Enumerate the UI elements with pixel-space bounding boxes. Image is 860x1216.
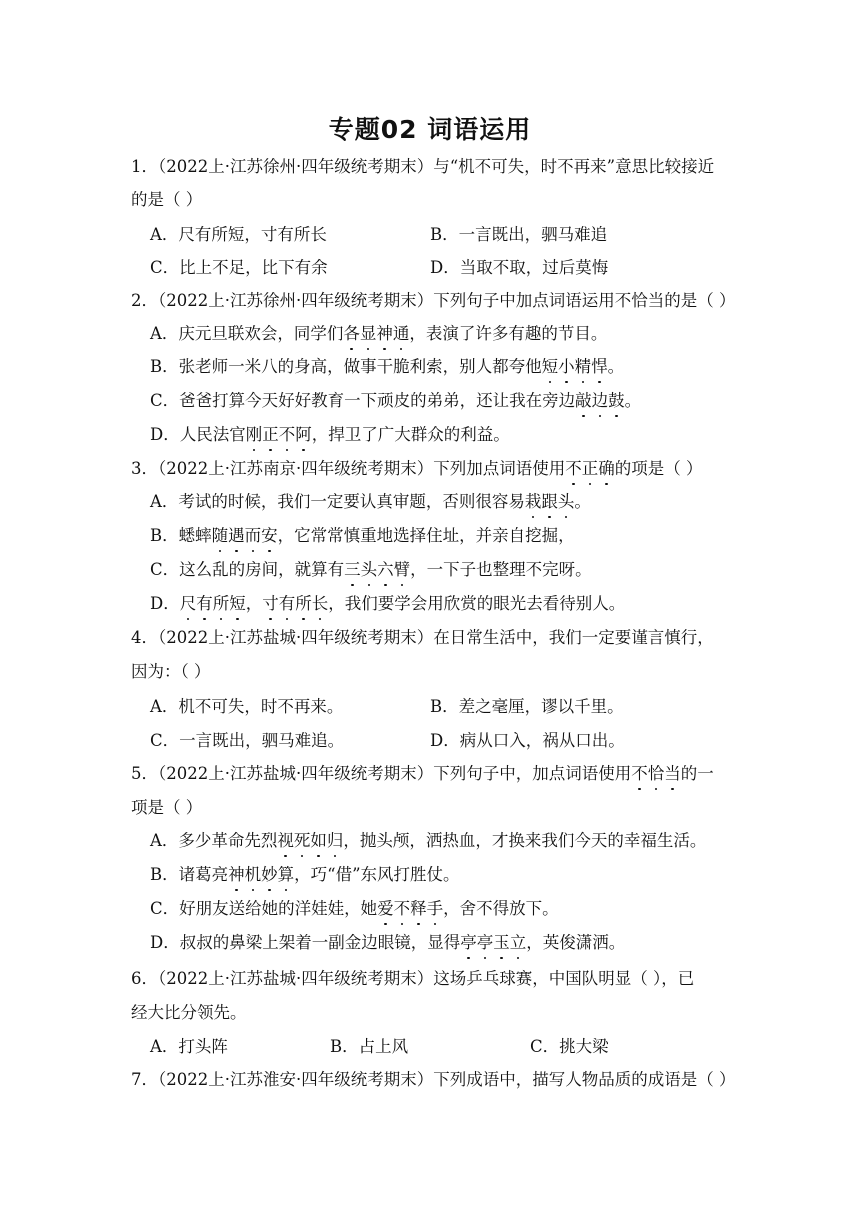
- option-text: ，我们要学会用欣赏的眼光去看待别人。: [328, 594, 626, 613]
- emphasis-char: 遇: [228, 526, 245, 545]
- option-text: D．叔叔的鼻梁上架着一副金边眼镜，显得: [150, 933, 461, 952]
- dotted-word: [525, 492, 575, 511]
- emphasis-char: 敲: [575, 391, 592, 410]
- option-text: 。: [624, 391, 642, 410]
- emphasis-char: 三: [344, 560, 361, 579]
- emphasis-char: 确: [598, 459, 615, 478]
- emphasis-char: 死: [293, 831, 311, 850]
- emphasis-char: 精: [574, 357, 592, 376]
- emphasis-char: 恰: [647, 764, 665, 783]
- emphasis-char: 而: [244, 526, 262, 545]
- option-text: ，英俊潇洒。: [526, 933, 626, 952]
- question-3-line-1: [131, 458, 702, 480]
- option-text: ，表演了许多有趣的节目。: [409, 324, 608, 343]
- question-5-line-1: [131, 763, 714, 785]
- emphasis-char: 亭: [476, 933, 494, 952]
- emphasis-char: 不: [278, 425, 296, 444]
- emphasis-char: 机: [244, 865, 262, 884]
- emphasis-char: 所: [212, 594, 230, 613]
- page-title: 专题02 词语运用: [328, 115, 532, 144]
- question-4-option-b: B．差之毫厘，谬以千里。: [430, 697, 624, 716]
- question-text: 5．（2022上·江苏盐城·四年级统考期末）下列句子中，加点词语使用: [131, 764, 632, 783]
- emphasis-char: 妙: [261, 865, 278, 884]
- question-5-option-a: [150, 830, 706, 852]
- option-text: ，一下子也整理不完呀。: [410, 560, 592, 579]
- question-3-option-c: [150, 559, 592, 581]
- question-6-option-b: B．占上风: [330, 1037, 409, 1056]
- emphasis-char: 正: [262, 425, 279, 444]
- emphasis-char: 长: [311, 594, 329, 613]
- option-text: A．多少革命先烈: [150, 831, 278, 850]
- question-6-option-a: A．打头阵: [150, 1037, 228, 1056]
- emphasis-char: 如: [310, 831, 327, 850]
- emphasis-char: 短: [541, 357, 559, 376]
- question-6-line-2: 经大比分领先。: [131, 1003, 247, 1022]
- option-text: ，捍卫了广大群众的利益。: [311, 425, 510, 444]
- emphasis-char: 六: [377, 560, 394, 579]
- emphasis-char: ，: [245, 594, 263, 613]
- emphasis-char: 神: [228, 865, 245, 884]
- emphasis-char: 神: [376, 324, 393, 343]
- dotted-word: [212, 526, 278, 545]
- emphasis-char: 不: [631, 764, 648, 783]
- question-4-option-c: C．一言既出，驷马难追。: [150, 731, 345, 750]
- emphasis-char: 短: [229, 594, 246, 613]
- emphasis-char: 臂: [393, 560, 411, 579]
- option-text: ，抛头颅，洒热血，才换来我们今天的幸福生活。: [343, 831, 707, 850]
- emphasis-char: 栽: [524, 492, 542, 511]
- question-text: 的项是（ ）: [614, 459, 703, 478]
- emphasis-char: 归: [326, 831, 344, 850]
- question-1-option-c: C．比上不足，比下有余: [150, 258, 328, 277]
- option-text: ，它常常慎重地选择住址，并亲自挖掘，: [277, 526, 575, 545]
- emphasis-char: 释: [410, 899, 427, 918]
- dotted-word: [246, 425, 312, 444]
- emphasis-char: 玉: [493, 933, 510, 952]
- question-1-option-a: A．尺有所短，寸有所长: [150, 225, 327, 244]
- emphasis-char: 爱: [377, 899, 394, 918]
- dotted-word: [565, 459, 615, 478]
- question-text: 的一: [680, 764, 714, 783]
- emphasis-char: 不: [565, 459, 582, 478]
- emphasis-char: 鼓: [608, 391, 625, 410]
- question-4-option-d: D．病从口入，祸从口出。: [430, 731, 625, 750]
- dotted-word: [343, 324, 409, 343]
- question-3-option-a: [150, 491, 591, 513]
- question-1-line-1: 1．（2022上·江苏徐州·四年级统考期末）与“机不可失，时不再来”意思比较接近: [131, 157, 715, 176]
- emphasis-char: 头: [360, 560, 378, 579]
- option-text: C．好朋友送给她的洋娃娃，她: [150, 899, 378, 918]
- emphasis-char: 不: [393, 899, 411, 918]
- option-text: B．蟋蟀: [150, 526, 212, 545]
- question-5-line-2: 项是（ ）: [131, 798, 203, 817]
- question-2-option-d: [150, 424, 510, 446]
- dotted-word: [377, 899, 443, 918]
- emphasis-char: 有: [278, 594, 296, 613]
- emphasis-char: 刚: [245, 425, 263, 444]
- option-text: 。: [574, 492, 591, 511]
- dotted-word: [631, 764, 681, 783]
- emphasis-char: 尺: [179, 594, 197, 613]
- option-text: B．诸葛亮: [150, 865, 229, 884]
- emphasis-char: 视: [277, 831, 294, 850]
- emphasis-char: 显: [359, 324, 377, 343]
- question-1-option-b: B．一言既出，驷马难追: [430, 225, 608, 244]
- emphasis-char: 跟: [541, 492, 558, 511]
- dotted-word: [575, 391, 625, 410]
- question-4-line-2: 因为：（ ）: [131, 662, 211, 681]
- emphasis-char: 手: [426, 899, 444, 918]
- dotted-word: [228, 865, 294, 884]
- dotted-word: [344, 560, 410, 579]
- emphasis-char: 正: [581, 459, 599, 478]
- emphasis-char: 小: [558, 357, 575, 376]
- question-4-option-a: A．机不可失，时不再来。: [150, 697, 344, 716]
- emphasis-char: 亭: [460, 933, 477, 952]
- dotted-word: [460, 933, 526, 952]
- question-3-option-d: [150, 593, 625, 615]
- dotted-word: [180, 594, 329, 613]
- question-2-option-c: [150, 390, 641, 412]
- question-3-option-b: [150, 525, 575, 547]
- option-text: C．爸爸打算今天好好教育一下顽皮的弟弟，还让我在旁边: [150, 391, 576, 410]
- option-text: D．: [150, 594, 180, 613]
- question-6-option-c: C．挑大梁: [530, 1037, 609, 1056]
- emphasis-char: 所: [295, 594, 312, 613]
- option-text: D．人民法官: [150, 425, 246, 444]
- option-text: A．庆元旦联欢会，同学们: [150, 324, 344, 343]
- emphasis-char: 悍: [591, 357, 608, 376]
- emphasis-char: 有: [196, 594, 213, 613]
- emphasis-char: 算: [277, 865, 295, 884]
- emphasis-char: 通: [392, 324, 410, 343]
- question-5-option-c: [150, 898, 559, 920]
- option-text: A．考试的时候，我们一定要认真审题，否则很容易: [150, 492, 525, 511]
- emphasis-char: 头: [557, 492, 575, 511]
- option-text: ，巧“借”东风打胜仗。: [294, 865, 460, 884]
- question-6-line-1: 6．（2022上·江苏盐城·四年级统考期末）这场乒乓球赛，中国队明显（ ），已: [131, 969, 695, 988]
- emphasis-char: 阿: [295, 425, 312, 444]
- question-2-option-b: [150, 356, 624, 378]
- question-4-line-1: 4．（2022上·江苏盐城·四年级统考期末）在日常生活中，我们一定要谨言慎行，: [131, 628, 714, 647]
- dotted-word: [542, 357, 608, 376]
- question-5-option-d: [150, 932, 625, 954]
- emphasis-char: 当: [664, 764, 681, 783]
- option-text: B．张老师一米八的身高，做事干脆利索，别人都夸他: [150, 357, 542, 376]
- emphasis-char: 随: [211, 526, 229, 545]
- question-5-option-b: [150, 864, 460, 886]
- emphasis-char: 寸: [262, 594, 279, 613]
- emphasis-char: 各: [343, 324, 360, 343]
- emphasis-char: 边: [591, 391, 609, 410]
- question-text: 3．（2022上·江苏南京·四年级统考期末）下列加点词语使用: [131, 459, 566, 478]
- question-1-option-d: D．当取不取，过后莫悔: [430, 258, 609, 277]
- option-text: C．这么乱的房间，就算有: [150, 560, 345, 579]
- option-text: 。: [607, 357, 625, 376]
- question-2-line-1: 2．（2022上·江苏徐州·四年级统考期末）下列句子中加点词语运用不恰当的是（ ）: [131, 291, 736, 310]
- question-7-line-1: 7．（2022上·江苏淮安·四年级统考期末）下列成语中，描写人物品质的成语是（ ）: [131, 1070, 736, 1089]
- question-1-line-2: 的是（ ）: [131, 190, 203, 209]
- emphasis-char: 安: [261, 526, 278, 545]
- dotted-word: [277, 831, 343, 850]
- emphasis-char: 立: [509, 933, 527, 952]
- option-text: ，舍不得放下。: [443, 899, 559, 918]
- question-2-option-a: [150, 323, 607, 345]
